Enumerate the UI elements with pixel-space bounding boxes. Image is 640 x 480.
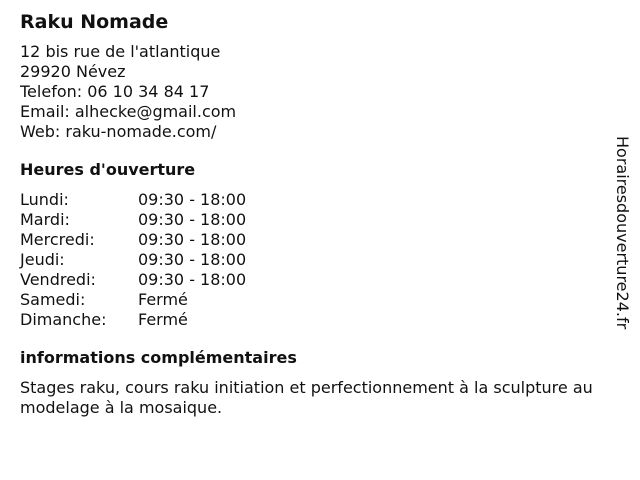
hours-row-tuesday	[20, 210, 620, 230]
hours-time: Fermé	[138, 310, 188, 329]
hours-heading: Heures d'ouverture	[20, 160, 196, 179]
hours-day: Vendredi:	[20, 270, 96, 289]
hours-day: Mercredi:	[20, 230, 95, 249]
info-heading: informations complémentaires	[20, 348, 297, 367]
watermark-text: Horairesdouverture24.fr	[613, 136, 632, 330]
hours-table	[20, 190, 620, 330]
hours-time: 09:30 - 18:00	[138, 230, 247, 249]
hours-time: 09:30 - 18:00	[138, 250, 247, 269]
email: Email: alhecke@gmail.com	[20, 102, 237, 121]
hours-time: 09:30 - 18:00	[138, 210, 247, 229]
hours-time: 09:30 - 18:00	[138, 270, 247, 289]
address-block	[20, 42, 620, 142]
hours-day: Lundi:	[20, 190, 69, 209]
hours-day: Samedi:	[20, 290, 86, 309]
hours-row-monday	[20, 190, 620, 210]
phone: Telefon: 06 10 34 84 17	[20, 82, 210, 101]
business-card	[20, 10, 620, 418]
hours-row-wednesday	[20, 230, 620, 250]
hours-row-thursday	[20, 250, 620, 270]
hours-row-sunday	[20, 310, 620, 330]
website: Web: raku-nomade.com/	[20, 122, 217, 141]
address-line-2: 29920 Névez	[20, 62, 126, 81]
hours-row-saturday	[20, 290, 620, 310]
hours-day: Jeudi:	[20, 250, 65, 269]
business-name: Raku Nomade	[20, 11, 169, 33]
hours-time: 09:30 - 18:00	[138, 190, 247, 209]
info-text: Stages raku, cours raku initiation et perfectionnement à la sculpture au modelage à la mosaique.	[20, 378, 593, 417]
hours-time: Fermé	[138, 290, 188, 309]
hours-day: Dimanche:	[20, 310, 107, 329]
hours-day: Mardi:	[20, 210, 70, 229]
address-line-1: 12 bis rue de l'atlantique	[20, 42, 221, 61]
hours-row-friday	[20, 270, 620, 290]
